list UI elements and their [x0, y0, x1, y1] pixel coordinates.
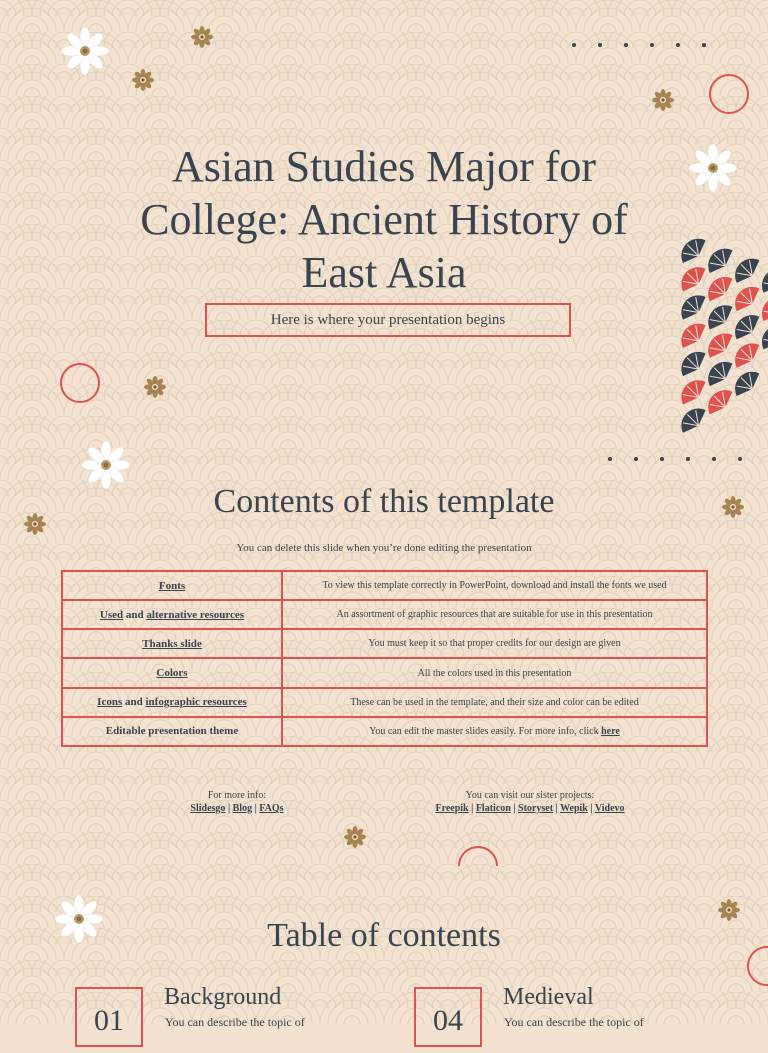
gold-flower-icon: [722, 496, 744, 518]
subtitle-box: [205, 303, 571, 337]
videvo-link[interactable]: Videvo: [594, 803, 625, 814]
white-flower-icon: [61, 27, 109, 75]
circle-ornament: [748, 947, 768, 985]
table-of-contents-title: Table of contents: [267, 917, 501, 954]
toc-number-box: [75, 987, 143, 1047]
presentation-title: Asian Studies Major for College: Ancient History of East Asia: [140, 142, 628, 297]
resources-table: [61, 570, 708, 747]
slidesgo-link[interactable]: Slidesgo: [190, 803, 226, 814]
toc-description: You can describe the topic of: [165, 1015, 305, 1029]
alternative-resources-link[interactable]: alternative resources: [146, 608, 245, 621]
gold-flower-icon: [718, 899, 740, 921]
circle-ornament: [61, 364, 99, 402]
circle-ornament: [710, 75, 748, 113]
gold-flower-icon: [344, 826, 366, 848]
row-name: [62, 717, 282, 746]
toc-heading: Medieval: [503, 984, 594, 1010]
fonts-link[interactable]: Fonts: [158, 579, 186, 592]
gold-flower-icon: [191, 26, 213, 48]
table-row: [62, 571, 707, 600]
row-name-join: and: [122, 696, 146, 709]
thanks-slide-link[interactable]: Thanks slide: [142, 637, 202, 650]
contents-note: You can delete this slide when you’re done editing the presentation: [236, 542, 532, 554]
row-desc: These can be used in the template, and their size and color can be edited: [282, 688, 707, 717]
row-desc: To view this template correctly in PowerPoint, download and install the fonts we used: [282, 571, 707, 600]
row-desc: An assortment of graphic resources that are suitable for use in this presentation: [282, 600, 707, 629]
editable-theme-label: Editable presentation theme: [105, 725, 239, 738]
here-link[interactable]: here: [601, 725, 620, 737]
icons-link[interactable]: Icons: [97, 696, 123, 709]
faqs-link[interactable]: FAQs: [259, 803, 284, 814]
white-flower-icon: [689, 144, 737, 192]
subtitle-text: Here is where your presentation begins: [270, 312, 506, 328]
toc-number-box: [414, 987, 482, 1047]
toc-number: 01: [94, 1004, 124, 1037]
freepik-link[interactable]: Freepik: [435, 803, 469, 814]
toc-number: 04: [433, 1004, 463, 1037]
used-link[interactable]: Used: [99, 608, 124, 621]
table-row: [62, 658, 707, 687]
more-info-links: Slidesgo | Blog | FAQs: [190, 803, 284, 814]
gold-flower-icon: [24, 513, 46, 535]
sister-projects-block: [380, 789, 680, 815]
row-name: [62, 688, 282, 717]
table-row: [62, 717, 707, 746]
colors-link[interactable]: Colors: [156, 667, 188, 680]
wepik-link[interactable]: Wepik: [560, 803, 588, 814]
more-info-label: For more info:: [207, 790, 267, 801]
row-desc-text: You can edit the master slides easily. For more info, click: [369, 725, 602, 737]
table-row: [62, 629, 707, 658]
storyset-link[interactable]: Storyset: [518, 803, 554, 814]
row-desc: You must keep it so that proper credits for our design are given: [282, 629, 707, 658]
flaticon-link[interactable]: Flaticon: [475, 803, 511, 814]
white-flower-icon: [55, 895, 103, 943]
row-name: [62, 658, 282, 687]
row-name: [62, 571, 282, 600]
contents-title: Contents of this template: [213, 483, 555, 520]
row-desc: [282, 717, 707, 746]
sister-projects-links: Freepik | Flaticon | Storyset | Wepik | Videvo: [435, 803, 625, 814]
toc-description: You can describe the topic of: [504, 1015, 644, 1029]
toc-heading: Background: [164, 984, 282, 1010]
half-circle-ornament: [459, 847, 497, 866]
row-name-join: and: [123, 608, 147, 621]
gold-flower-icon: [144, 376, 166, 398]
table-row: [62, 688, 707, 717]
infographic-resources-link[interactable]: infographic resources: [145, 696, 247, 709]
gold-flower-icon: [652, 89, 674, 111]
row-name: [62, 600, 282, 629]
table-row: [62, 600, 707, 629]
row-name: [62, 629, 282, 658]
more-info-block: [87, 789, 387, 815]
sister-projects-label: You can visit our sister projects:: [465, 790, 595, 801]
blog-link[interactable]: Blog: [232, 803, 253, 814]
gold-flower-icon: [132, 69, 154, 91]
row-desc: All the colors used in this presentation: [282, 658, 707, 687]
white-flower-icon: [82, 441, 130, 489]
